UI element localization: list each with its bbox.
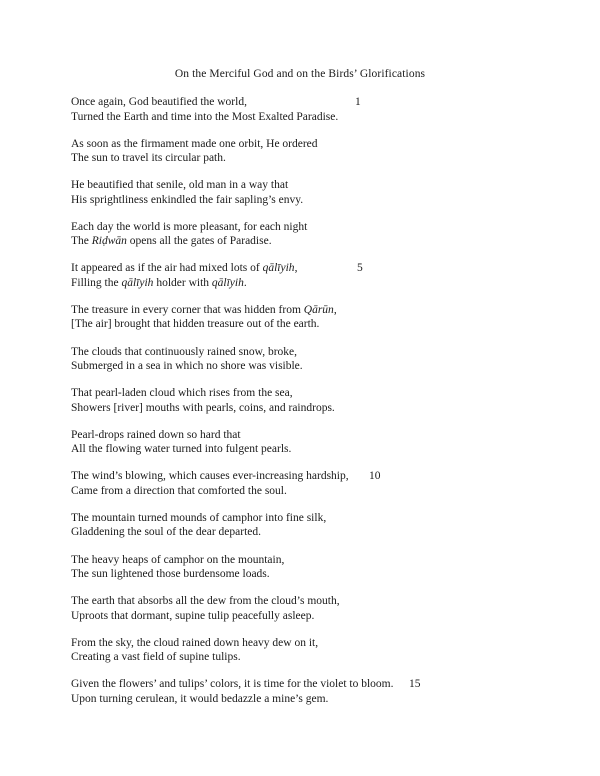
verse-line-second: Submerged in a sea in which no shore was visible. bbox=[71, 360, 303, 373]
verse-line-second: Showers [river] mouths with pearls, coins, and raindrops. bbox=[71, 401, 335, 414]
verse-line-first: Each day the world is more pleasant, for each night bbox=[71, 220, 308, 233]
verse-number: 5 bbox=[357, 262, 363, 275]
verse-line-first: As soon as the firmament made one orbit, He ordered bbox=[71, 137, 318, 150]
verse-line-second: Gladdening the soul of the dear departed. bbox=[71, 526, 262, 539]
verse-line-first: The earth that absorbs all the dew from the cloud’s mouth, bbox=[71, 595, 340, 608]
verse-line-second: The sun lightened those burdensome loads. bbox=[71, 568, 270, 581]
verse-line-first: He beautified that senile, old man in a way that bbox=[71, 179, 289, 192]
verse-line-second: All the flowing water turned into fulgent pearls. bbox=[71, 443, 292, 456]
verse-line-first: The heavy heaps of camphor on the mountain, bbox=[71, 553, 285, 566]
verse-number: 1 bbox=[355, 96, 361, 108]
couplet bbox=[71, 553, 491, 582]
couplet bbox=[71, 95, 491, 124]
verse-line-first: It appeared as if the air had mixed lots of qālīyih, bbox=[71, 262, 298, 275]
couplet bbox=[71, 636, 491, 665]
couplet bbox=[71, 137, 491, 166]
verse-line-first: From the sky, the cloud rained down heavy dew on it, bbox=[71, 636, 319, 649]
verse-line-second: The Riḍwān opens all the gates of Paradise. bbox=[71, 235, 272, 248]
verse-list bbox=[71, 95, 491, 719]
verse-line-second: Upon turning cerulean, it would bedazzle a mine’s gem. bbox=[71, 692, 329, 705]
verse-line-first: Pearl-drops rained down so hard that bbox=[71, 428, 241, 441]
poem-title: On the Merciful God and on the Birds’ Glorifications bbox=[174, 68, 426, 80]
verse-line-second: Uproots that dormant, supine tulip peacefully asleep. bbox=[71, 609, 315, 622]
couplet bbox=[71, 178, 491, 207]
verse-line-first: That pearl-laden cloud which rises from the sea, bbox=[71, 387, 293, 400]
couplet bbox=[71, 677, 491, 706]
verse-line-first: The treasure in every corner that was hidden from Qārūn, bbox=[71, 303, 337, 316]
verse-line-first: The clouds that continuously rained snow, broke, bbox=[71, 345, 298, 358]
couplet bbox=[71, 345, 491, 374]
couplet bbox=[71, 428, 491, 457]
verse-line-first: Given the flowers’ and tulips’ colors, it is time for the violet to bloom. bbox=[71, 678, 394, 691]
couplet bbox=[71, 386, 491, 415]
couplet bbox=[71, 303, 491, 332]
verse-line-second: His sprightliness enkindled the fair sapling’s envy. bbox=[71, 193, 304, 206]
couplet bbox=[71, 220, 491, 249]
couplet bbox=[71, 469, 491, 498]
verse-line-second: The sun to travel its circular path. bbox=[71, 152, 226, 165]
verse-line-second: Filling the qālīyih holder with qālīyih. bbox=[71, 276, 247, 289]
verse-number: 10 bbox=[369, 470, 381, 483]
verse-line-second: Creating a vast field of supine tulips. bbox=[71, 651, 241, 664]
verse-line-second: [The air] brought that hidden treasure out of the earth. bbox=[71, 318, 320, 331]
couplet bbox=[71, 261, 491, 290]
couplet bbox=[71, 594, 491, 623]
couplet bbox=[71, 511, 491, 540]
verse-line-first: The wind’s blowing, which causes ever-increasing hardship, bbox=[71, 470, 349, 483]
verse-line-second: Turned the Earth and time into the Most Exalted Paradise. bbox=[71, 110, 339, 123]
verse-line-first: Once again, God beautified the world, bbox=[71, 96, 247, 108]
verse-line-second: Came from a direction that comforted the soul. bbox=[71, 484, 287, 497]
verse-number: 15 bbox=[409, 678, 421, 691]
verse-line-first: The mountain turned mounds of camphor into fine silk, bbox=[71, 511, 327, 524]
